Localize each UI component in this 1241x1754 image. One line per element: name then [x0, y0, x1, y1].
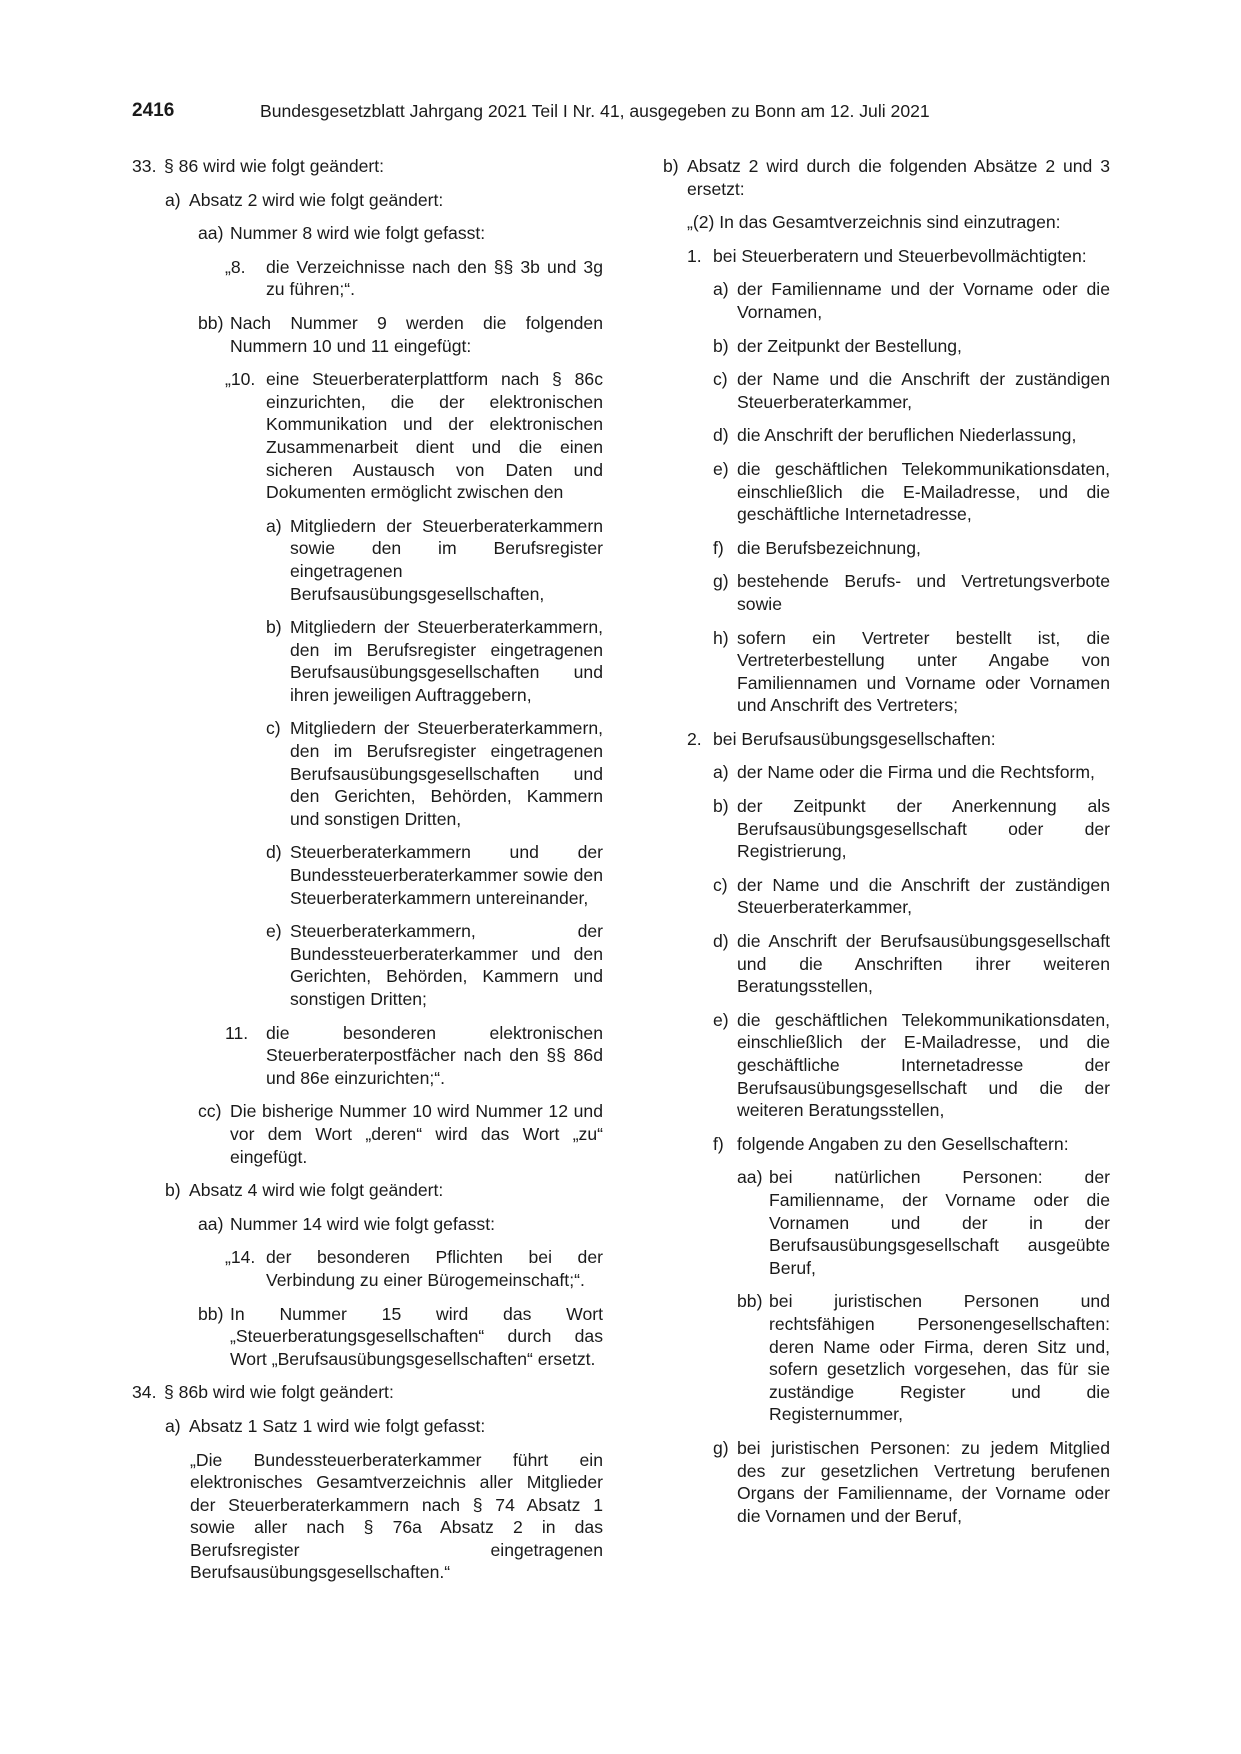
item-text: In Nummer 15 wird das Wort „Steuerberatungsgesellschaften“ durch das Wort „Berufsausübungsgesellschaften“ ersetzt.: [230, 1303, 603, 1369]
subitem-33a: [165, 189, 603, 212]
item-text: sofern ein Vertreter bestellt ist, die Vertreterbestellung unter Angabe von Familiennamen und Vorname oder Vornamen und Anschrift des Vertreters;: [737, 627, 1110, 716]
item-label: 34.: [132, 1382, 157, 1403]
item-text: Absatz 4 wird wie folgt geändert:: [189, 1180, 444, 1201]
item-text: Nummer 14 wird wie folgt gefasst:: [230, 1213, 495, 1234]
item-text: bei natürlichen Personen: der Familienname, der Vorname oder die Vornamen und der in der Berufsausübungsgesellschaft ausgeübte Beruf,: [769, 1167, 1110, 1278]
quoted-number-11: [225, 1022, 603, 1090]
quoted-paragraph-34a: „Die Bundessteuerberaterkammer führt ein elektronisches Gesamtverzeichnis aller Mitglieder der Steuerberaterkammern nach § 74 Absatz 1 sowie aller nach § 76a Absatz 2 in das Berufsregister eingetragenen Berufsausübungsgesellschaften.“: [190, 1449, 603, 1583]
list-item-2a: [713, 761, 1110, 784]
subitem-33a-cc: [198, 1100, 603, 1168]
item-label: a): [165, 1415, 181, 1436]
item-text: bei Berufsausübungsgesellschaften:: [713, 728, 996, 749]
item-label: aa): [737, 1167, 763, 1188]
amendment-item-34: [132, 1381, 603, 1404]
list-number-1: [687, 245, 1110, 268]
item-text: die Anschrift der Berufsausübungsgesellschaft und die Anschriften ihrer weiteren Beratungsstellen,: [737, 931, 1110, 997]
item-text: die Verzeichnisse nach den §§ 3b und 3g zu führen;“.: [266, 256, 603, 300]
page-number: 2416: [132, 100, 175, 121]
item-label: bb): [198, 312, 224, 333]
item-label: bb): [737, 1291, 763, 1312]
item-text: Absatz 2 wird durch die folgenden Absätze 2 und 3 ersetzt:: [687, 156, 1110, 199]
list-item-10b: [266, 616, 603, 706]
item-text: die Anschrift der beruflichen Niederlassung,: [737, 425, 1077, 446]
item-text: bestehende Berufs- und Vertretungsverbote sowie: [737, 571, 1110, 614]
item-label: e): [713, 1009, 729, 1030]
list-item-2g: [713, 1437, 1110, 1527]
quoted-paragraph-2: „(2) In das Gesamtverzeichnis sind einzutragen:: [687, 212, 1061, 233]
item-text: Mitgliedern der Steuerberaterkammern, den im Berufsregister eingetragenen Berufsausübungsgesellschaften und ihren jeweiligen Auftraggebern,: [290, 617, 603, 705]
list-item-2c: [713, 874, 1110, 919]
item-label: „14.: [225, 1247, 256, 1268]
list-number-2: [687, 728, 1110, 751]
item-label: a): [713, 762, 729, 783]
item-label: f): [713, 1133, 724, 1154]
subitem-34a: [165, 1415, 603, 1438]
list-item-2f-aa: [737, 1166, 1110, 1279]
right-column: [663, 155, 1110, 1538]
list-item-1f: [713, 537, 1110, 560]
item-text: der Name oder die Firma und die Rechtsform,: [737, 762, 1095, 783]
item-label: b): [266, 617, 282, 638]
item-text: die geschäftlichen Telekommunikationsdaten, einschließlich der E-Mailadresse, und die geschäftliche Internetadresse der Berufsausübungsgesellschaft und die der weiteren Beratungsstellen,: [737, 1009, 1110, 1121]
list-item-1a: [713, 278, 1110, 323]
item-text: die geschäftlichen Telekommunikationsdaten, einschließlich die E-Mailadresse, und die geschäftliche Internetadresse,: [737, 458, 1110, 525]
item-label: a): [713, 279, 729, 300]
item-text: die Berufsbezeichnung,: [737, 537, 921, 558]
item-label: d): [713, 425, 729, 446]
list-item-10c: [266, 717, 603, 830]
list-item-1c: [713, 368, 1110, 413]
item-text: Steuerberaterkammern, der Bundessteuerberaterkammer und den Gerichten, Behörden, Kammern und sonstigen Dritten;: [290, 921, 603, 1009]
item-label: b): [713, 796, 729, 817]
item-text: Die bisherige Nummer 10 wird Nummer 12 und vor dem Wort „deren“ wird das Wort „zu“ eingefügt.: [230, 1101, 603, 1167]
item-text: Nummer 8 wird wie folgt gefasst:: [230, 223, 486, 244]
item-text: der Name und die Anschrift der zuständigen Steuerberaterkammer,: [737, 874, 1110, 918]
list-item-1b: [713, 335, 1110, 358]
item-label: c): [713, 874, 728, 895]
item-text: folgende Angaben zu den Gesellschaftern:: [737, 1133, 1069, 1154]
item-label: cc): [198, 1101, 222, 1122]
item-label: 1.: [687, 245, 702, 266]
item-text: Mitgliedern der Steuerberaterkammern sowie den im Berufsregister eingetragenen Berufsausübungsgesellschaften,: [290, 515, 603, 604]
list-item-10e: [266, 920, 603, 1010]
item-text: der Zeitpunkt der Bestellung,: [737, 335, 962, 356]
list-item-2f-bb: [737, 1290, 1110, 1426]
quoted-number-14: [225, 1246, 603, 1291]
item-label: e): [713, 458, 729, 479]
list-item-10d: [266, 841, 603, 909]
item-label: f): [713, 537, 724, 558]
list-item-2e: [713, 1009, 1110, 1122]
item-label: c): [713, 369, 728, 390]
item-text: bei juristischen Personen: zu jedem Mitglied des zur gesetzlichen Vertretung berufenen Organs der Familienname, der Vorname oder die Vornamen und der Beruf,: [737, 1437, 1110, 1526]
item-text: Absatz 1 Satz 1 wird wie folgt gefasst:: [189, 1415, 486, 1436]
item-label: „8.: [225, 256, 246, 277]
item-text: § 86 wird wie folgt geändert:: [164, 156, 385, 176]
quoted-number-10: [225, 368, 603, 504]
item-label: a): [266, 515, 282, 536]
item-text: der Familienname und der Vorname oder die Vornamen,: [737, 279, 1110, 322]
item-label: 2.: [687, 728, 702, 749]
item-label: aa): [198, 1213, 224, 1234]
subitem-33b-aa: [198, 1213, 603, 1236]
list-item-1d: [713, 424, 1110, 447]
quoted-number-8: [225, 256, 603, 301]
list-item-10a: [266, 515, 603, 605]
running-title: Bundesgesetzblatt Jahrgang 2021 Teil I Nr. 41, ausgegeben zu Bonn am 12. Juli 2021: [260, 101, 930, 121]
item-label: bb): [198, 1303, 224, 1324]
item-text: bei Steuerberatern und Steuerbevollmächtigten:: [713, 245, 1087, 266]
item-text: der Zeitpunkt der Anerkennung als Berufsausübungsgesellschaft oder der Registrierung,: [737, 796, 1110, 862]
item-label: h): [713, 627, 729, 648]
item-label: aa): [198, 223, 224, 244]
item-text: § 86b wird wie folgt geändert:: [164, 1382, 394, 1403]
list-item-2f: [713, 1133, 1110, 1156]
item-text: der besonderen Pflichten bei der Verbindung zu einer Bürogemeinschaft;“.: [266, 1247, 603, 1290]
item-label: c): [266, 718, 281, 739]
item-label: g): [713, 1437, 729, 1458]
item-label: a): [165, 189, 181, 210]
list-item-1h: [713, 627, 1110, 717]
item-label: g): [713, 571, 729, 592]
subitem-34b: [663, 155, 1110, 200]
item-text: eine Steuerberaterplattform nach § 86c einzurichten, die der elektronischen Kommunikation und der elektronischen Zusammenarbeit dient und die einen sicheren Austausch von Daten und Dokumenten ermöglicht zwischen den: [266, 369, 603, 503]
item-text: Nach Nummer 9 werden die folgenden Nummern 10 und 11 eingefügt:: [230, 312, 603, 356]
item-label: b): [713, 335, 729, 356]
item-text: Mitgliedern der Steuerberaterkammern, den im Berufsregister eingetragenen Berufsausübungsgesellschaften und den Gerichten, Behörden, Kammern und sonstigen Dritten,: [290, 718, 603, 829]
item-label: d): [266, 842, 282, 863]
amendment-item-33: [132, 155, 603, 178]
list-item-2b: [713, 795, 1110, 863]
left-column: [132, 155, 603, 1595]
subitem-33b-bb: [198, 1303, 603, 1371]
item-text: bei juristischen Personen und rechtsfähigen Personengesellschaften: deren Name oder Firma, deren Sitz und, sofern gesetzlich vorgesehen, das für sie zuständige Register und die Registernummer,: [769, 1291, 1110, 1425]
item-label: d): [713, 931, 729, 952]
item-label: b): [165, 1180, 181, 1201]
subitem-33a-aa: [198, 222, 603, 245]
item-label: b): [663, 156, 679, 176]
subitem-33b: [165, 1179, 603, 1202]
list-item-1g: [713, 570, 1110, 615]
item-label: 11.: [225, 1022, 249, 1043]
list-item-1e: [713, 458, 1110, 526]
item-text: der Name und die Anschrift der zuständigen Steuerberaterkammer,: [737, 369, 1110, 412]
item-text: Absatz 2 wird wie folgt geändert:: [189, 189, 444, 210]
item-text: Steuerberaterkammern und der Bundessteuerberaterkammer sowie den Steuerberaterkammern untereinander,: [290, 842, 603, 908]
subitem-33a-bb: [198, 312, 603, 357]
item-label: „10.: [225, 369, 256, 390]
item-label: e): [266, 921, 282, 942]
item-text: die besonderen elektronischen Steuerberaterpostfächer nach den §§ 86d und 86e einzurichten;“.: [266, 1022, 603, 1088]
item-label: 33.: [132, 156, 157, 176]
list-item-2d: [713, 930, 1110, 998]
